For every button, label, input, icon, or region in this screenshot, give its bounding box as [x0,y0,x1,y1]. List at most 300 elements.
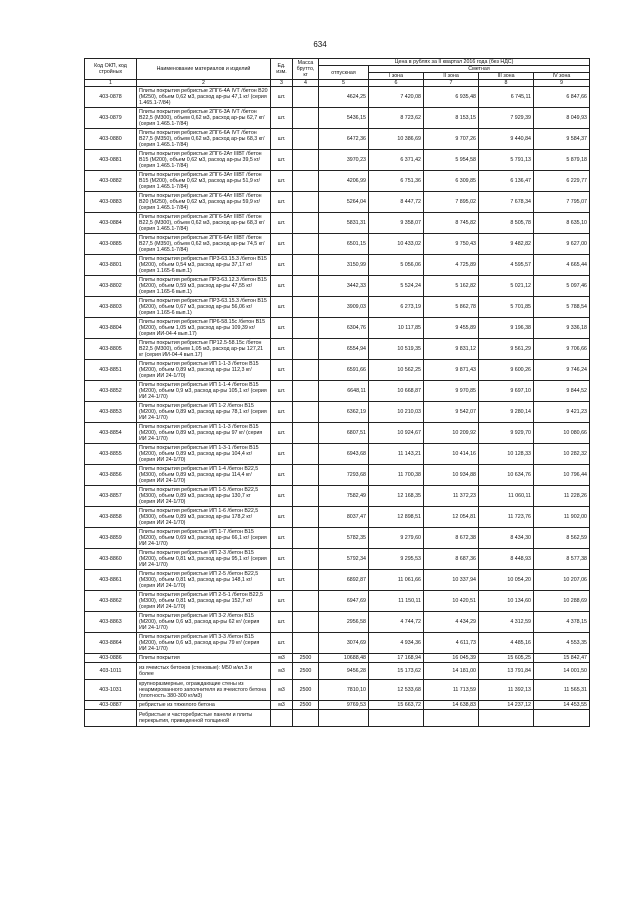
zone-3-price-cell: 9 280,14 [479,402,534,423]
zone-2-price-cell: 8 153,15 [424,108,479,129]
zone-3-price-cell: 9 440,84 [479,129,534,150]
unit-cell: шт. [271,633,293,654]
zone-2-header: II зона [424,73,479,80]
zone-4-price-cell: 10 288,69 [534,591,590,612]
column-index: 2 [137,80,271,87]
release-price-cell: 6472,36 [319,129,369,150]
zone-2-price-cell: 5 162,82 [424,276,479,297]
zone-3-price-cell: 4 312,59 [479,612,534,633]
zone-3-price-cell: 7 929,39 [479,108,534,129]
product-code-cell: 403-0882 [85,171,137,192]
zone-2-price-cell [424,710,479,727]
product-code-cell: 403-0880 [85,129,137,150]
table-row [85,402,590,423]
zone-1-price-cell: 10 433,02 [369,234,424,255]
zone-4-price-cell: 10 796,44 [534,465,590,486]
zone-2-price-cell: 7 895,02 [424,192,479,213]
zone-1-header: I зона [369,73,424,80]
product-code-cell: 403-8801 [85,255,137,276]
zone-1-price-cell: 10 562,25 [369,360,424,381]
product-code-cell: 403-0886 [85,654,137,663]
gross-mass-cell [293,318,319,339]
product-name-cell: Плиты покрытия ребристые ИП 1-3-1 /бетон В15 (М200), объем 0,89 м3, расход ар-ры 104,4 кг/ (серия ИИ 24-1/70) [137,444,271,465]
zone-3-price-cell: 7 678,34 [479,192,534,213]
zone-3-price-cell: 6 745,11 [479,87,534,108]
zone-2-price-cell: 8 672,38 [424,528,479,549]
release-price-cell: 6304,76 [319,318,369,339]
gross-mass-cell [293,255,319,276]
unit-cell: шт. [271,339,293,360]
zone-1-price-cell: 8 723,62 [369,108,424,129]
zone-4-price-cell: 9 421,23 [534,402,590,423]
unit-cell: шт. [271,276,293,297]
table-row [85,423,590,444]
product-code-cell: 403-8858 [85,507,137,528]
zone-1-price-cell: 15 663,72 [369,701,424,710]
product-name-cell: Плиты покрытия ребристые ИП 1-4 /бетон В22,5 (М300), объем 0,89 м3, расход ар-ры 114,4 кг/ (серия ИИ 24-1/70) [137,465,271,486]
gross-mass-cell: 2500 [293,680,319,701]
unit-cell: шт. [271,318,293,339]
zone-3-price-cell: 4 485,16 [479,633,534,654]
zone-1-price-cell: 6 273,19 [369,297,424,318]
table-row [85,360,590,381]
zone-4-price-cell [534,710,590,727]
product-code-cell: 403-0887 [85,701,137,710]
zone-3-header: III зона [479,73,534,80]
zone-2-price-cell: 14 181,00 [424,663,479,680]
product-name-cell: Плиты покрытия ребристые 2ПГ6-6А IVТ /бетон В27,5 (М350), объем 0,62 м3, расход ар-ры 68,3 кг/ (серия 1.465.1-7/84) [137,129,271,150]
unit-cell: шт. [271,192,293,213]
zone-4-price-cell: 8 577,38 [534,549,590,570]
table-row [85,297,590,318]
release-price-cell: 9769,53 [319,701,369,710]
unit-cell: шт. [271,87,293,108]
unit-cell: шт. [271,507,293,528]
zone-3-price-cell [479,710,534,727]
release-price-cell [319,710,369,727]
zone-2-price-cell: 14 638,83 [424,701,479,710]
gross-mass-cell [293,465,319,486]
product-code-cell: 403-8859 [85,528,137,549]
zone-4-price-cell: 4 553,35 [534,633,590,654]
zone-1-price-cell: 9 279,60 [369,528,424,549]
zone-4-price-cell: 10 207,06 [534,570,590,591]
price-group-header: Цена в рублях за II квартал 2016 года (без НДС) [319,59,590,66]
product-name-cell: Плиты покрытия ребристые 2ПГ6-4Ат IIIВТ /бетон В20 (М250), объем 0,62 м3, расход ар-ры 59,9 кг/ (серия 1.465.1-7/84) [137,192,271,213]
zone-3-price-cell: 10 128,33 [479,444,534,465]
gross-mass-cell [293,402,319,423]
zone-2-price-cell: 9 750,43 [424,234,479,255]
release-price-header: отпускная [319,66,369,80]
release-price-cell: 5782,35 [319,528,369,549]
product-code-cell: 403-8863 [85,612,137,633]
zone-4-price-cell: 9 746,24 [534,360,590,381]
release-price-cell: 5436,15 [319,108,369,129]
gross-mass-cell [293,108,319,129]
release-price-cell: 10688,48 [319,654,369,663]
zone-3-price-cell: 9 482,82 [479,234,534,255]
zone-1-price-cell: 4 934,36 [369,633,424,654]
zone-2-price-cell: 9 871,43 [424,360,479,381]
gross-mass-cell [293,528,319,549]
gross-mass-cell [293,360,319,381]
gross-mass-cell [293,423,319,444]
release-price-cell: 4206,99 [319,171,369,192]
gross-mass-cell [293,591,319,612]
product-code-cell: 403-8803 [85,297,137,318]
table-row [85,108,590,129]
zone-1-price-cell: 10 386,69 [369,129,424,150]
table-row [85,591,590,612]
unit-cell: шт. [271,612,293,633]
product-code-cell: 403-8851 [85,360,137,381]
table-row [85,192,590,213]
gross-mass-cell [293,297,319,318]
table-row [85,612,590,633]
product-name-cell: Ребристые и часторебристые панели и плиты перекрытия, приведенной толщиной [137,710,271,727]
mass-column-header: Масса брутто, кг [293,59,319,80]
product-name-cell: Плиты покрытия ребристые 2ПГ6-3А IVТ /бетон В22,5 (М300), объем 0,62 м3, расход ар-ры 62,7 кг/ (серия 1.465.1-7/84) [137,108,271,129]
zone-4-price-cell: 11 902,00 [534,507,590,528]
zone-4-header: IV зона [534,73,590,80]
zone-2-price-cell: 11 372,23 [424,486,479,507]
zone-3-price-cell: 13 791,84 [479,663,534,680]
gross-mass-cell [293,381,319,402]
unit-cell: шт. [271,591,293,612]
gross-mass-cell [293,192,319,213]
zone-3-price-cell: 9 697,10 [479,381,534,402]
product-name-cell: Плиты покрытия ребристые ПР3-63.15.3 /бетон В15 (М200), объем 0,67 м3, расход ар-ры 56,06 кг/ (серия 1.165-6 вып.1) [137,297,271,318]
table-row [85,87,590,108]
column-index: 7 [424,80,479,87]
release-price-cell: 7582,49 [319,486,369,507]
zone-3-price-cell: 9 196,38 [479,318,534,339]
zone-4-price-cell: 5 879,18 [534,150,590,171]
product-name-cell: Плиты покрытия ребристые 2ПГ6-6Ат IIIВТ /бетон В27,5 (М350), объем 0,62 м3, расход ар-ры 74,5 кг/ (серия 1.465.1-7/84) [137,234,271,255]
unit-cell: шт. [271,465,293,486]
table-row [85,129,590,150]
zone-1-price-cell: 5 056,06 [369,255,424,276]
table-row [85,486,590,507]
zone-3-price-cell: 8 505,78 [479,213,534,234]
gross-mass-cell [293,150,319,171]
zone-4-price-cell: 14 001,50 [534,663,590,680]
table-row [85,663,590,680]
zone-3-price-cell: 5 791,13 [479,150,534,171]
product-code-cell: 403-0879 [85,108,137,129]
zone-3-price-cell: 10 134,60 [479,591,534,612]
unit-cell [271,710,293,727]
zone-2-price-cell: 5 862,78 [424,297,479,318]
zone-3-price-cell: 8 448,93 [479,549,534,570]
zone-4-price-cell: 7 795,07 [534,192,590,213]
zone-4-price-cell: 9 584,37 [534,129,590,150]
unit-cell: шт. [271,528,293,549]
zone-1-price-cell: 10 210,03 [369,402,424,423]
product-name-cell: Плиты покрытия ребристые 2ПГ6-3Ат IIIВТ /бетон В15 (М200), объем 0,62 м3, расход ар-ры 51,9 кг/ (серия 1.465.1-7/84) [137,171,271,192]
gross-mass-cell [293,612,319,633]
zone-1-price-cell: 6 371,42 [369,150,424,171]
zone-1-price-cell: 11 061,66 [369,570,424,591]
product-code-cell: 403-8852 [85,381,137,402]
gross-mass-cell [293,633,319,654]
product-name-cell: Плиты покрытия ребристые ПР6-58.15с /бетон В15 (М200), объем 1,05 м3, расход ар-ры 109,39 кг/ (серия ИИ-04-4 вып.17) [137,318,271,339]
product-code-cell [85,710,137,727]
zone-4-price-cell: 9 706,66 [534,339,590,360]
column-index-row [85,80,590,87]
zone-1-price-cell: 17 168,94 [369,654,424,663]
product-code-cell: 403-0885 [85,234,137,255]
product-name-cell: Плиты покрытия [137,654,271,663]
zone-2-price-cell: 9 831,12 [424,339,479,360]
zone-1-price-cell: 7 420,08 [369,87,424,108]
zone-2-price-cell: 11 713,59 [424,680,479,701]
zone-3-price-cell: 11 392,13 [479,680,534,701]
release-price-cell: 6892,87 [319,570,369,591]
unit-cell: шт. [271,486,293,507]
unit-cell: шт. [271,549,293,570]
zone-3-price-cell: 9 561,29 [479,339,534,360]
release-price-cell: 5792,34 [319,549,369,570]
table-row [85,213,590,234]
product-code-cell: 403-1011 [85,663,137,680]
column-index: 9 [534,80,590,87]
zone-1-price-cell: 10 668,87 [369,381,424,402]
table-row [85,339,590,360]
zone-3-price-cell: 14 237,12 [479,701,534,710]
page-number: 634 [313,40,327,49]
product-code-cell: 403-0884 [85,213,137,234]
zone-4-price-cell: 10 282,32 [534,444,590,465]
product-name-cell: Плиты покрытия ребристые ИП 1-2 /бетон В15 (М200), объем 0,89 м3, расход ар-ры 78,1 кг/ (серия ИИ 24-1/70) [137,402,271,423]
gross-mass-cell [293,87,319,108]
zone-1-price-cell: 12 168,35 [369,486,424,507]
zone-3-price-cell: 11 060,11 [479,486,534,507]
gross-mass-cell [293,213,319,234]
product-name-cell: Плиты покрытия ребристые ИП 3-3 /бетон В15 (М200), объем 0,6 м3, расход ар-ры 79 кг/ (серия ИИ 24-1/70) [137,633,271,654]
column-index: 8 [479,80,534,87]
price-table [84,58,590,727]
zone-3-price-cell: 10 634,76 [479,465,534,486]
zone-4-price-cell: 9 844,52 [534,381,590,402]
zone-4-price-cell: 10 080,66 [534,423,590,444]
zone-3-price-cell: 9 600,26 [479,360,534,381]
product-code-cell: 403-8802 [85,276,137,297]
release-price-cell: 7293,68 [319,465,369,486]
release-price-cell: 6554,94 [319,339,369,360]
unit-cell: шт. [271,570,293,591]
product-name-cell: Плиты покрытия ребристые 2ПГ6-2Ат IIIВТ /бетон В15 (М200), объем 0,62 м3, расход ар-ры 39,5 кг/ (серия 1.465.1-7/84) [137,150,271,171]
zone-3-price-cell: 5 701,85 [479,297,534,318]
zone-2-price-cell: 12 054,81 [424,507,479,528]
zone-4-price-cell: 8 049,93 [534,108,590,129]
zone-3-price-cell: 4 595,57 [479,255,534,276]
unit-cell: шт. [271,108,293,129]
unit-cell: шт. [271,360,293,381]
release-price-cell: 3970,23 [319,150,369,171]
zone-1-price-cell: 11 150,11 [369,591,424,612]
unit-cell: шт. [271,255,293,276]
zone-2-price-cell: 10 209,92 [424,423,479,444]
zone-1-price-cell: 9 358,07 [369,213,424,234]
unit-cell: шт. [271,129,293,150]
unit-cell: шт. [271,381,293,402]
product-name-cell: Плиты покрытия ребристые 2ПГ6-5Ат IIIВТ /бетон В22,5 (М300), объем 0,62 м3, расход ар-ры 68,3 кг/ (серия 1.465.1-7/84) [137,213,271,234]
unit-cell: шт. [271,150,293,171]
table-row [85,171,590,192]
product-code-cell: 403-0881 [85,150,137,171]
product-code-cell: 403-8862 [85,591,137,612]
gross-mass-cell: 2500 [293,654,319,663]
gross-mass-cell [293,276,319,297]
gross-mass-cell: 2500 [293,663,319,680]
gross-mass-cell [293,507,319,528]
zone-2-price-cell: 10 934,88 [424,465,479,486]
unit-cell: шт. [271,213,293,234]
product-code-cell: 403-8856 [85,465,137,486]
zone-4-price-cell: 8 635,10 [534,213,590,234]
gross-mass-cell [293,710,319,727]
zone-2-price-cell: 10 420,51 [424,591,479,612]
column-index: 1 [85,80,137,87]
table-row [85,150,590,171]
table-row [85,654,590,663]
release-price-cell: 6947,69 [319,591,369,612]
release-price-cell: 6648,11 [319,381,369,402]
release-price-cell: 8037,47 [319,507,369,528]
product-code-cell: 403-8855 [85,444,137,465]
zone-1-price-cell: 10 924,67 [369,423,424,444]
zone-4-price-cell: 11 228,26 [534,486,590,507]
table-row [85,549,590,570]
gross-mass-cell [293,129,319,150]
zone-2-price-cell: 10 337,94 [424,570,479,591]
zone-1-price-cell: 8 447,72 [369,192,424,213]
zone-2-price-cell: 9 455,89 [424,318,479,339]
zone-1-price-cell: 12 533,68 [369,680,424,701]
zone-1-price-cell: 5 524,24 [369,276,424,297]
release-price-cell: 6943,68 [319,444,369,465]
table-row [85,465,590,486]
zone-1-price-cell: 11 143,21 [369,444,424,465]
zone-1-price-cell: 11 700,38 [369,465,424,486]
zone-1-price-cell: 4 744,72 [369,612,424,633]
unit-cell: шт. [271,402,293,423]
zone-4-price-cell: 4 378,15 [534,612,590,633]
zone-2-price-cell: 4 611,73 [424,633,479,654]
product-name-cell: Плиты покрытия ребристые ПР12.5-58.15с /бетон В22,5 (М300), объем 1,05 м3, расход ар-ры 127,21 кг (серия ИИ-04-4 вып.17) [137,339,271,360]
unit-column-header: Ед. изм. [271,59,293,80]
zone-2-price-cell: 9 707,26 [424,129,479,150]
unit-cell: м3 [271,654,293,663]
zone-1-price-cell: 15 173,62 [369,663,424,680]
zone-2-price-cell: 6 935,48 [424,87,479,108]
zone-2-price-cell: 9 542,07 [424,402,479,423]
column-index: 5 [319,80,369,87]
release-price-cell: 2956,58 [319,612,369,633]
unit-cell: шт. [271,423,293,444]
zone-4-price-cell: 8 562,59 [534,528,590,549]
product-code-cell: 403-8804 [85,318,137,339]
product-name-cell: Плиты покрытия ребристые ИП 1-1-3 /бетон В15 (М200), объем 0,89 м3, расход ар-ры 97 кг/ (серия ИИ 24-1/70) [137,423,271,444]
zone-3-price-cell: 6 136,47 [479,171,534,192]
product-name-cell: Плиты покрытия ребристые ИП 1-1-4 /бетон В15 (М200), объем 0,9 м3, расход ар-ры 105,1 кг/ (серия ИИ 24-1/70) [137,381,271,402]
unit-cell: м3 [271,680,293,701]
product-name-cell: Плиты покрытия ребристые ИП 2-3 /бетон В15 (М200), объем 0,81 м3, расход ар-ры 95,1 кг/ (серия ИИ 24-1/70) [137,549,271,570]
table-row [85,444,590,465]
zone-2-price-cell: 10 414,16 [424,444,479,465]
column-index: 6 [369,80,424,87]
table-row [85,507,590,528]
zone-4-price-cell: 9 627,00 [534,234,590,255]
gross-mass-cell [293,339,319,360]
product-name-cell: Плиты покрытия ребристые ИП 1-5 /бетон В22,5 (М300), объем 0,89 м3, расход ар-ры 130,7 кг (серия ИИ 24-1/70) [137,486,271,507]
zone-4-price-cell: 14 453,55 [534,701,590,710]
unit-cell: шт. [271,444,293,465]
gross-mass-cell: 2500 [293,701,319,710]
product-name-cell: Плиты покрытия ребристые ИП 3-2 /бетон В15 (М200), объем 0,6 м3, расход ар-ры 62 кг/ (серия ИИ 24-1/70) [137,612,271,633]
table-row [85,381,590,402]
product-code-cell: 403-8857 [85,486,137,507]
release-price-cell: 5831,31 [319,213,369,234]
release-price-cell: 6591,66 [319,360,369,381]
product-name-cell: Плиты покрытия ребристые ИП 1-6 /бетон В22,5 (М300), объем 0,89 м3, расход ар-ры 178,2 кг/ (серия ИИ 24-1/70) [137,507,271,528]
product-name-cell: крупноразмерные, ограждающие стены из неармированного заполнителя из ячеистого бетона (плотность 380-300 кг/м3) [137,680,271,701]
table-row [85,570,590,591]
table-row [85,528,590,549]
gross-mass-cell [293,570,319,591]
table-row [85,318,590,339]
release-price-cell: 3909,03 [319,297,369,318]
zone-3-price-cell: 9 929,70 [479,423,534,444]
release-price-cell: 6362,19 [319,402,369,423]
release-price-cell: 3442,33 [319,276,369,297]
unit-cell: м3 [271,701,293,710]
product-name-cell: из ячеистых бетонов (стеновые): М50 и/кл.3 и более [137,663,271,680]
zone-2-price-cell: 4 725,89 [424,255,479,276]
zone-4-price-cell: 9 336,18 [534,318,590,339]
column-index: 4 [293,80,319,87]
product-code-cell: 403-8854 [85,423,137,444]
product-name-cell: Плиты покрытия ребристые ИП 1-1-3 /бетон В15 (М200), объем 0,89 м3, расход ар-ры 112,3 кг/ (серия ИИ 24-1/70) [137,360,271,381]
release-price-cell: 4624,25 [319,87,369,108]
product-code-cell: 403-8805 [85,339,137,360]
zone-1-price-cell: 12 898,51 [369,507,424,528]
unit-cell: шт. [271,234,293,255]
name-column-header: Наименование материалов и изделий [137,59,271,80]
product-name-cell: Плиты покрытия ребристые ИП 2-5 /бетон В22,5 (М300), объем 0,81 м3, расход ар-ры 148,1 кг/ (серия ИИ 24-1/70) [137,570,271,591]
zone-2-price-cell: 9 970,85 [424,381,479,402]
gross-mass-cell [293,549,319,570]
product-code-cell: 403-8853 [85,402,137,423]
zone-4-price-cell: 11 565,31 [534,680,590,701]
table-row [85,234,590,255]
zone-4-price-cell: 5 788,54 [534,297,590,318]
product-name-cell: Плиты покрытия ребристые ПР3-63.15.3 /бетон В15 (М200), объем 0,54 м3, расход ар-ры 37,17 кг/ (серия 1.165-6 вып.1) [137,255,271,276]
release-price-cell: 6501,15 [319,234,369,255]
zone-3-price-cell: 15 605,25 [479,654,534,663]
zone-4-price-cell: 4 665,44 [534,255,590,276]
zone-2-price-cell: 8 687,36 [424,549,479,570]
gross-mass-cell [293,171,319,192]
zone-3-price-cell: 8 434,30 [479,528,534,549]
gross-mass-cell [293,486,319,507]
table-row [85,701,590,710]
zone-3-price-cell: 11 723,76 [479,507,534,528]
product-code-cell: 403-8861 [85,570,137,591]
zone-2-price-cell: 4 434,29 [424,612,479,633]
table-row [85,276,590,297]
